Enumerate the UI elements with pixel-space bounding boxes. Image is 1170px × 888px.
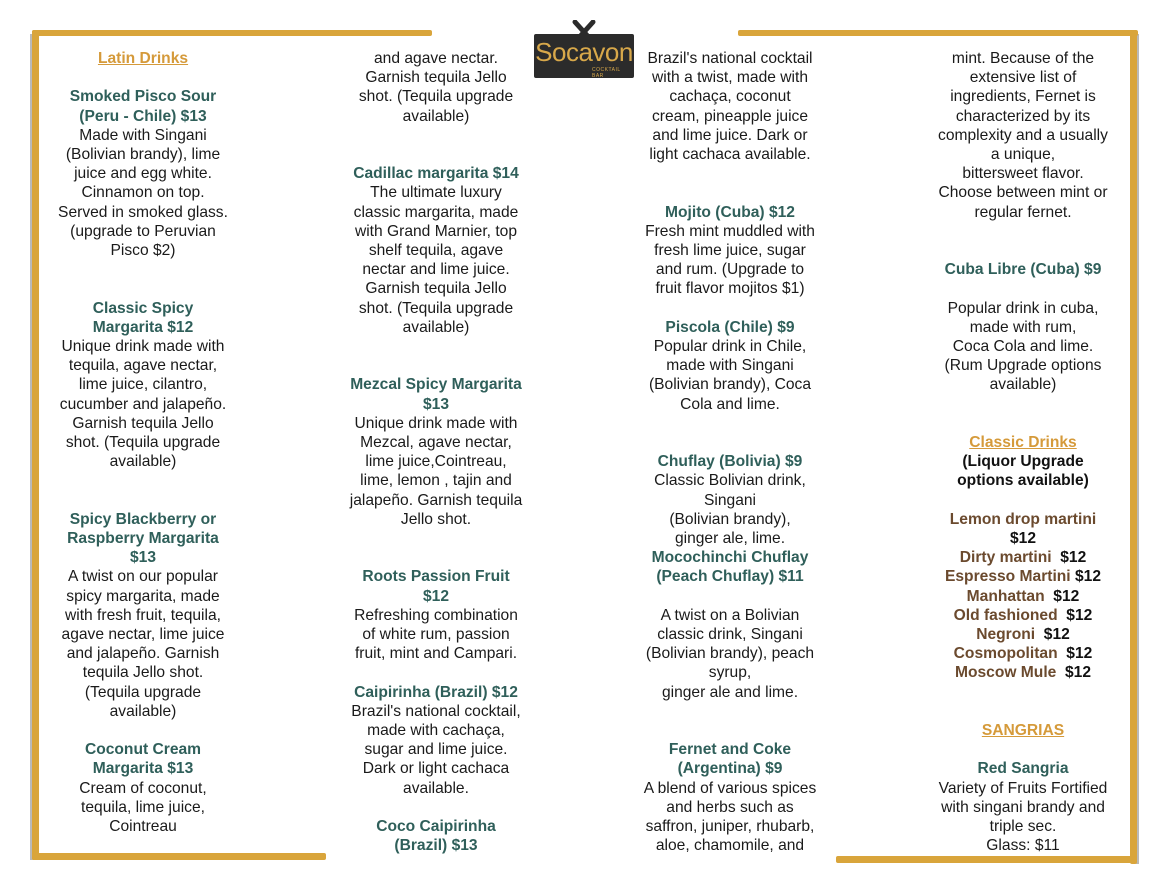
drink-description: juice and egg white. bbox=[74, 165, 212, 183]
drink-description: shot. (Tequila upgrade bbox=[358, 88, 514, 106]
drink-description: bittersweet flavor. bbox=[962, 165, 1084, 183]
logo-subtitle: COCKTAIL BAR bbox=[592, 67, 621, 79]
drink-name: Fernet and Coke bbox=[668, 741, 792, 759]
menu-column-4 bbox=[924, 49, 1122, 855]
section-subtitle: (Liquor Upgrade bbox=[962, 453, 1084, 471]
drink-description: Jello shot. bbox=[400, 510, 472, 528]
drink-description: mint. Because of the bbox=[951, 50, 1095, 67]
classic-drink-price: $12 bbox=[1065, 664, 1092, 682]
drink-price: (Peru - Chile) $13 bbox=[79, 107, 207, 125]
drink-description: cream, pineapple juice bbox=[651, 107, 809, 125]
drink-description: spicy margarita, made bbox=[66, 587, 220, 605]
drink-description: Served in smoked glass. bbox=[58, 203, 228, 221]
drink-description: Variety of Fruits Fortified bbox=[938, 779, 1108, 797]
drink-description: shot. (Tequila upgrade bbox=[65, 434, 221, 452]
drink-description: with fresh fruit, tequila, bbox=[64, 606, 221, 624]
section-title-sangrias: SANGRIAS bbox=[981, 721, 1065, 739]
drink-name: Mojito (Cuba) $12 bbox=[665, 203, 795, 221]
drink-description: syrup, bbox=[708, 664, 752, 682]
logo-wordmark: Socavon bbox=[535, 37, 633, 67]
classic-drink-price: $12 bbox=[1074, 568, 1102, 586]
classic-drink-name: Negroni bbox=[976, 626, 1036, 643]
drink-name: Coco Caipirinha bbox=[376, 818, 496, 835]
drink-description: Mezcal, agave nectar, bbox=[360, 434, 512, 451]
drink-description: and rum. (Upgrade to bbox=[655, 261, 805, 279]
classic-drink-name: Old fashioned bbox=[953, 606, 1058, 624]
drink-description: Garnish tequila Jello bbox=[365, 280, 507, 298]
drink-price: $13 bbox=[129, 549, 157, 567]
drink-description: Cream of coconut, bbox=[79, 779, 207, 797]
drink-description: with a twist, made with bbox=[652, 69, 808, 87]
classic-drink-name: Lemon drop martini bbox=[949, 510, 1097, 528]
drink-description: lime juice,Cointreau, bbox=[365, 453, 507, 471]
section-title-classic-drinks: Classic Drinks bbox=[969, 433, 1077, 451]
drink-description: Garnish tequila Jello bbox=[365, 69, 507, 87]
drink-description: Brazil's national cocktail, bbox=[351, 702, 521, 720]
drink-description: (upgrade to Peruvian bbox=[70, 222, 216, 240]
drink-price: $12 bbox=[422, 587, 450, 605]
drink-price: Margarita $13 bbox=[92, 760, 194, 778]
classic-drink-price: $12 bbox=[1043, 626, 1070, 643]
classic-drink-item bbox=[924, 548, 1122, 567]
classic-drink-item bbox=[924, 663, 1122, 682]
classic-drink-name: Moscow Mule bbox=[954, 664, 1057, 682]
drink-description: available) bbox=[109, 453, 177, 471]
menu-column-2 bbox=[340, 49, 532, 855]
drink-description: Singani bbox=[703, 491, 757, 509]
drink-description: and lime juice. Dark or bbox=[652, 126, 808, 144]
drink-description: fruit, mint and Campari. bbox=[354, 645, 518, 663]
drink-description: A twist on our popular bbox=[68, 568, 218, 586]
menu-column-3 bbox=[632, 49, 828, 855]
socavon-logo bbox=[534, 20, 634, 78]
classic-drink-price: $12 bbox=[1053, 587, 1080, 605]
drink-description: Brazil's national cocktail bbox=[647, 50, 813, 67]
drink-description: sugar and lime juice. bbox=[364, 741, 508, 759]
drink-description: cachaça, coconut bbox=[669, 88, 791, 106]
drink-name: Smoked Pisco Sour bbox=[69, 88, 217, 106]
classic-drink-price: $12 bbox=[1066, 606, 1093, 624]
drink-description: with singani brandy and bbox=[941, 798, 1105, 816]
drink-description: A blend of various spices bbox=[643, 779, 817, 797]
drink-description: ginger ale and lime. bbox=[661, 683, 799, 701]
drink-description: available) bbox=[402, 318, 470, 336]
drink-description: shot. (Tequila upgrade bbox=[358, 299, 514, 317]
drink-description: made with Singani bbox=[666, 357, 794, 375]
drink-description: Unique drink made with bbox=[354, 414, 518, 432]
drink-description: available) bbox=[402, 107, 470, 125]
frame-right-top bbox=[738, 30, 1138, 36]
drink-name: Roots Passion Fruit bbox=[362, 568, 510, 586]
drink-name: Mocochinchi Chuflay bbox=[651, 549, 809, 567]
drink-description: The ultimate luxury bbox=[370, 184, 502, 202]
drink-price: (Brazil) $13 bbox=[394, 837, 478, 855]
drink-description: A twist on a Bolivian bbox=[660, 606, 800, 624]
drink-description: of white rum, passion bbox=[362, 626, 510, 643]
frame-right-bottom bbox=[836, 856, 1136, 863]
classic-drink-name: Espresso Martini bbox=[944, 568, 1071, 586]
drink-price: (Peach Chuflay) $11 bbox=[656, 568, 804, 586]
drink-description: jalapeño. Garnish tequila bbox=[349, 491, 523, 509]
section-subtitle: options available) bbox=[957, 472, 1089, 490]
drink-description: (Bolivian brandy), peach bbox=[645, 645, 815, 663]
classic-drink-name: Cosmopolitan bbox=[953, 645, 1058, 663]
drink-name: Piscola (Chile) $9 bbox=[665, 318, 795, 336]
drink-description: Refreshing combination bbox=[354, 606, 518, 624]
drink-description: with Grand Marnier, top bbox=[354, 222, 518, 240]
drink-description: (Bolivian brandy), lime bbox=[65, 146, 221, 163]
classic-drink-price: $12 bbox=[1066, 645, 1093, 663]
drink-description: Fresh mint muddled with bbox=[645, 222, 815, 240]
classic-drink-item bbox=[924, 567, 1122, 586]
drink-description: complexity and a usually bbox=[938, 126, 1108, 144]
drink-description: extensive list of bbox=[969, 69, 1077, 87]
classic-drink-item bbox=[924, 644, 1122, 663]
drink-description: made with rum, bbox=[969, 318, 1077, 336]
drink-description: triple sec. bbox=[989, 817, 1057, 835]
drink-description: Pisco $2) bbox=[110, 242, 176, 260]
drink-description: tequila Jello shot. bbox=[82, 664, 204, 682]
drink-description: shelf tequila, agave bbox=[368, 242, 504, 259]
drink-description: Dark or light cachaca bbox=[362, 760, 510, 778]
drink-description: lime juice, cilantro, bbox=[78, 376, 208, 394]
drink-description: a unique, bbox=[990, 146, 1056, 164]
drink-description: Popular drink in Chile, bbox=[653, 338, 807, 355]
drink-description: Coca Cola and lime. bbox=[952, 338, 1094, 355]
drink-name: Classic Spicy bbox=[92, 299, 194, 317]
classic-drink-price: $12 bbox=[1009, 529, 1037, 547]
menu-column-1 bbox=[50, 49, 236, 836]
drink-description: and herbs such as bbox=[666, 798, 794, 816]
drink-description: fresh lime juice, sugar bbox=[654, 242, 806, 259]
drink-description: Unique drink made with bbox=[61, 338, 225, 355]
classic-drink-name: Dirty martini bbox=[959, 549, 1052, 567]
drink-description: available) bbox=[989, 376, 1057, 394]
drink-name: Caipirinha (Brazil) $12 bbox=[354, 683, 518, 701]
drink-description: available) bbox=[109, 702, 177, 720]
drink-description: fruit flavor mojitos $1) bbox=[655, 280, 805, 298]
drink-description: tequila, lime juice, bbox=[81, 798, 205, 816]
drink-price: $13 bbox=[422, 395, 450, 413]
drink-description: Cinnamon on top. bbox=[81, 184, 205, 202]
drink-description: regular fernet. bbox=[974, 203, 1072, 221]
drink-price: (Argentina) $9 bbox=[677, 760, 783, 778]
drink-description: available. bbox=[403, 779, 469, 797]
drink-name: Chuflay (Bolivia) $9 bbox=[657, 453, 803, 471]
frame-left-top bbox=[32, 30, 432, 36]
drink-description: ingredients, Fernet is bbox=[950, 88, 1096, 106]
classic-drink-price: $12 bbox=[1060, 549, 1087, 567]
drink-description: cucumber and jalapeño. bbox=[59, 395, 227, 413]
drink-description: and agave nectar. bbox=[374, 50, 498, 67]
drink-description: light cachaca available. bbox=[649, 146, 811, 164]
drink-name: Coconut Cream bbox=[84, 741, 202, 759]
drink-name: Mezcal Spicy Margarita bbox=[350, 376, 522, 394]
drink-description: aloe, chamomile, and bbox=[655, 837, 805, 855]
frame-left-bottom bbox=[32, 853, 326, 860]
drink-description: ginger ale, lime. bbox=[674, 530, 786, 547]
drink-description: nectar and lime juice. bbox=[362, 261, 510, 279]
drink-name: Cadillac margarita $14 bbox=[353, 165, 519, 183]
drink-description: Garnish tequila Jello bbox=[72, 414, 214, 432]
drink-description: Cola and lime. bbox=[680, 395, 780, 413]
drink-name: Cuba Libre (Cuba) $9 bbox=[944, 261, 1102, 279]
drink-description: Cointreau bbox=[109, 818, 177, 836]
drink-name: Red Sangria bbox=[977, 760, 1069, 778]
drink-name: Spicy Blackberry or bbox=[69, 510, 217, 528]
drink-description: tequila, agave nectar, bbox=[68, 357, 218, 375]
classic-drink-item bbox=[924, 625, 1122, 644]
drink-description: Choose between mint or bbox=[938, 184, 1108, 202]
drink-description: (Bolivian brandy), bbox=[669, 510, 791, 528]
drink-description: (Rum Upgrade options bbox=[944, 357, 1102, 375]
drink-description: agave nectar, lime juice bbox=[61, 626, 225, 644]
section-title-latin-drinks: Latin Drinks bbox=[97, 50, 189, 67]
drink-description: Glass: $11 bbox=[986, 837, 1060, 855]
drink-description: classic drink, Singani bbox=[657, 626, 803, 643]
drink-description: saffron, juniper, rhubarb, bbox=[645, 818, 815, 835]
drink-description: made with cachaça, bbox=[367, 722, 505, 739]
drink-description: Made with Singani bbox=[79, 126, 207, 144]
drink-description: characterized by its bbox=[955, 107, 1091, 125]
drink-description: classic margarita, made bbox=[353, 203, 519, 221]
drink-name: Raspberry Margarita bbox=[67, 530, 219, 547]
frame-left-side bbox=[32, 30, 39, 860]
frame-right-side bbox=[1130, 30, 1137, 864]
classic-drink-name: Manhattan bbox=[966, 587, 1045, 605]
drink-price: Margarita $12 bbox=[92, 318, 194, 336]
drink-description: Classic Bolivian drink, bbox=[654, 472, 806, 490]
drink-description: (Bolivian brandy), Coca bbox=[648, 376, 812, 394]
classic-drink-item bbox=[924, 606, 1122, 625]
drink-description: (Tequila upgrade bbox=[84, 683, 202, 701]
drink-description: and jalapeño. Garnish bbox=[66, 645, 220, 663]
classic-drink-item bbox=[924, 587, 1122, 606]
drink-description: Popular drink in cuba, bbox=[947, 299, 1099, 317]
drink-description: lime, lemon , tajin and bbox=[360, 472, 512, 490]
